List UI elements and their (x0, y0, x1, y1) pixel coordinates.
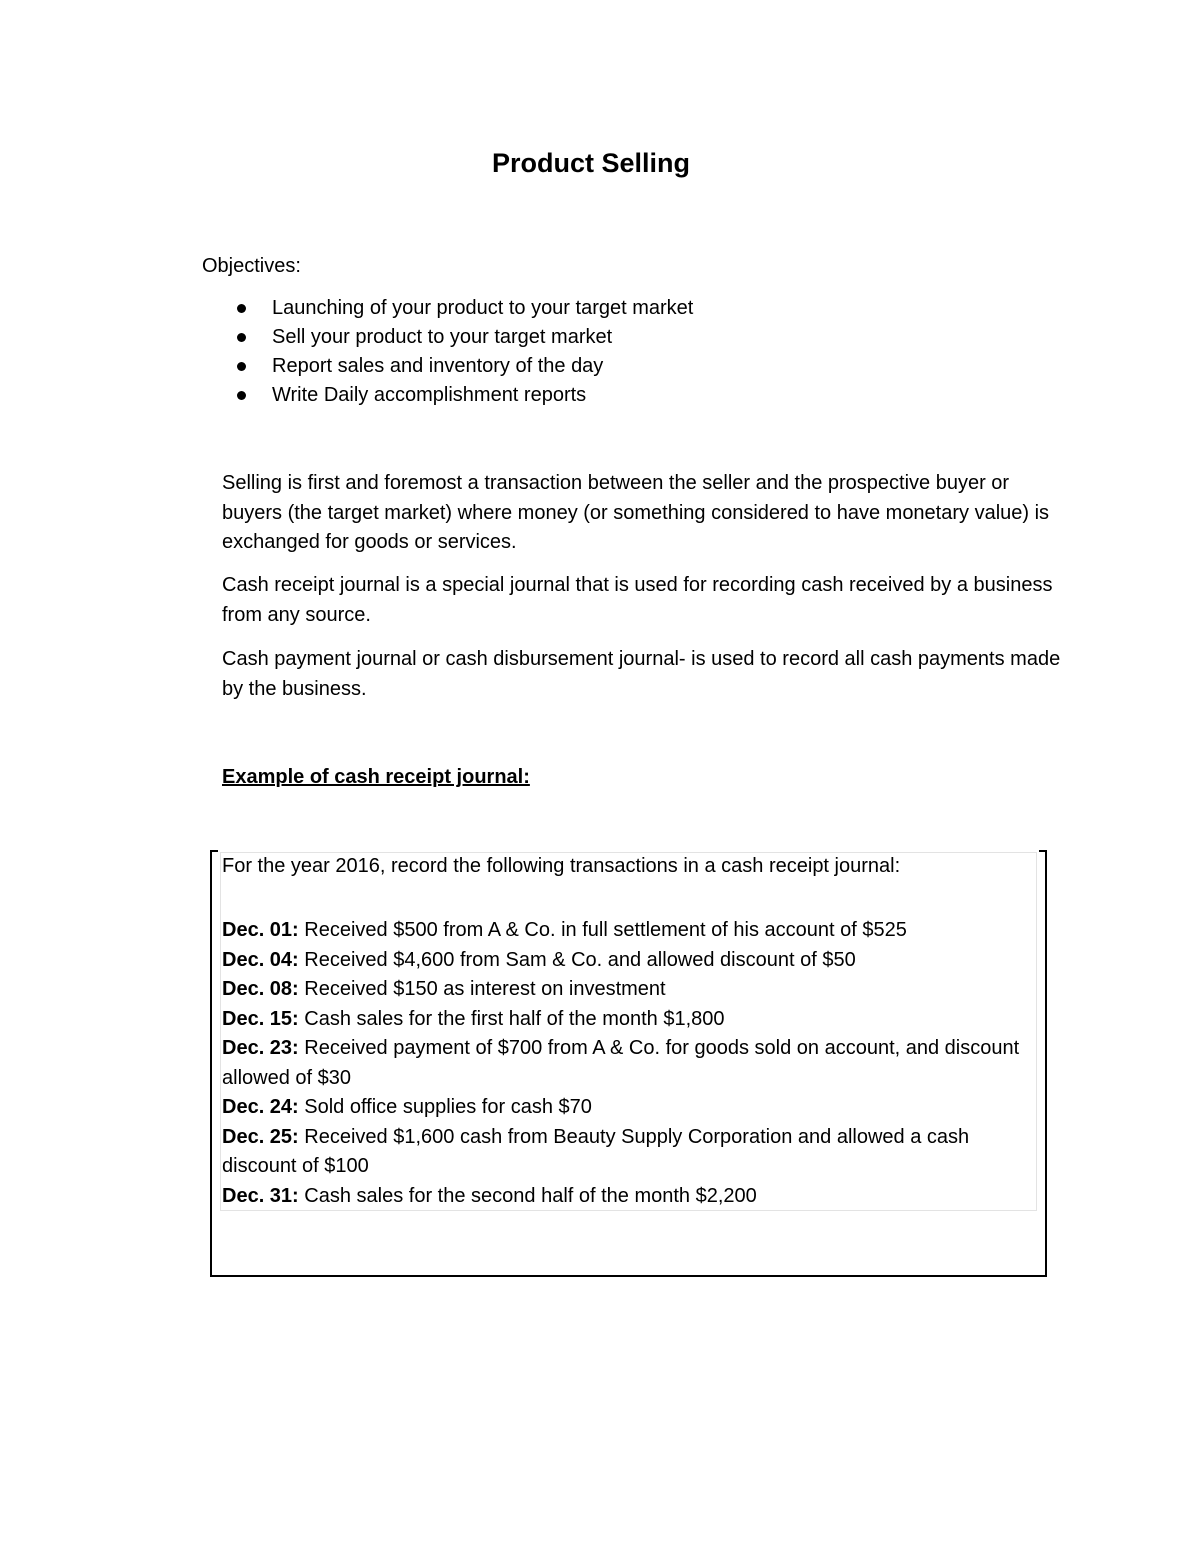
transaction-date: Dec. 08: (222, 978, 299, 1000)
transaction-item (222, 946, 1032, 976)
objective-item (236, 381, 693, 410)
objective-item (236, 352, 693, 381)
transaction-date: Dec. 01: (222, 919, 299, 941)
transaction-date: Dec. 31: (222, 1184, 299, 1207)
journal-box-corner-right (1039, 850, 1047, 852)
journal-box-corner-left (210, 850, 218, 852)
selling-definition-paragraph: Selling is first and foremost a transaction between the seller and the prospective buyer or buyers (the target market) where money (or something considered to have monetary value) is exchanged for goods or services. (222, 472, 1050, 553)
transaction-item (222, 1093, 1032, 1123)
transaction-text: Received $4,600 from Sam & Co. and allowed discount of $50 (298, 948, 856, 971)
transaction-date: Dec. 15: (222, 1007, 299, 1030)
transaction-item (222, 1034, 1032, 1093)
transaction-text: Received $1,600 cash from Beauty Supply Corporation and allowed a cash discount of $100 (222, 1125, 970, 1177)
journal-intro: For the year 2016, record the following transactions in a cash receipt journal: (222, 855, 901, 877)
journal-box-left-border (210, 850, 212, 1277)
transaction-date: Dec. 24: (222, 1096, 299, 1118)
transaction-text: Sold office supplies for cash $70 (298, 1096, 592, 1118)
transaction-item (222, 1182, 1032, 1212)
objective-item (236, 323, 693, 352)
transaction-text: Received payment of $700 from A & Co. for goods sold on account, and discount allowed of $30 (222, 1037, 1020, 1089)
bullet-icon (237, 391, 246, 400)
cash-receipt-journal-paragraph: Cash receipt journal is a special journal that is used for recording cash received by a business from any source. (222, 574, 1053, 626)
cash-payment-journal-paragraph: Cash payment journal or cash disbursement journal- is used to record all cash payments made by the business. (222, 648, 1061, 700)
transaction-text: Received $500 from A & Co. in full settlement of his account of $525 (298, 919, 907, 941)
transaction-text: Received $150 as interest on investment (298, 978, 666, 1000)
transaction-list (222, 916, 1032, 1211)
transaction-item (222, 1005, 1032, 1035)
transaction-text: Cash sales for the second half of the month $2,200 (298, 1184, 757, 1207)
objective-text: Sell your product to your target market (272, 326, 613, 348)
transaction-item (222, 975, 1032, 1005)
bullet-icon (237, 333, 246, 342)
objectives-list (236, 294, 693, 410)
bullet-icon (237, 304, 246, 313)
objective-text: Launching of your product to your target market (272, 297, 694, 319)
example-heading: Example of cash receipt journal: (222, 766, 530, 788)
transaction-text: Cash sales for the first half of the month $1,800 (298, 1007, 725, 1030)
objective-text: Report sales and inventory of the day (272, 355, 604, 377)
bullet-icon (237, 362, 246, 371)
transaction-item (222, 916, 1032, 946)
transaction-date: Dec. 23: (222, 1037, 299, 1059)
transaction-date: Dec. 04: (222, 948, 299, 971)
transaction-item (222, 1123, 1032, 1182)
objectives-label: Objectives: (202, 255, 301, 277)
objective-item (236, 294, 693, 323)
objective-text: Write Daily accomplishment reports (272, 384, 587, 406)
transaction-date: Dec. 25: (222, 1125, 299, 1148)
page-title: Product Selling (491, 148, 691, 178)
